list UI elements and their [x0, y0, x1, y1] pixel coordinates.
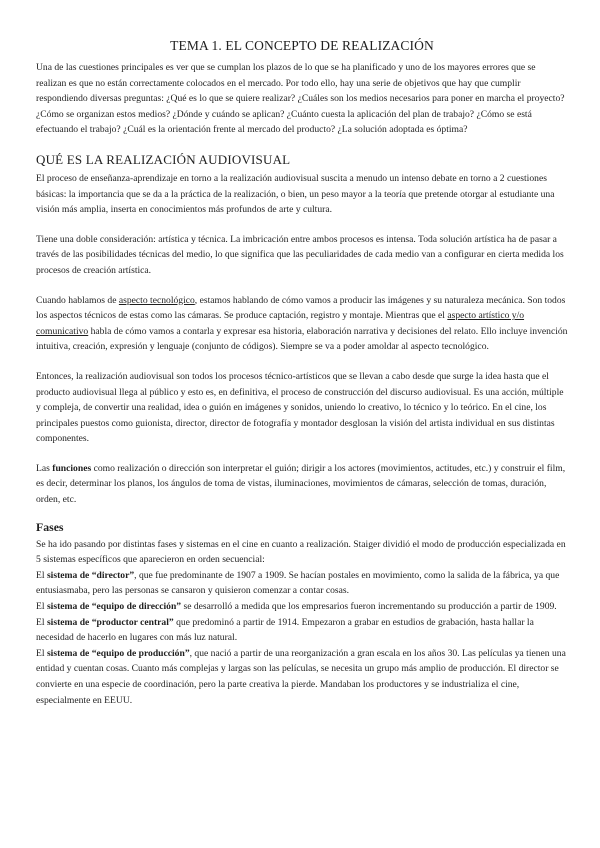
text-run: , que fue predominante de 1907 a 1909. Se hacían postales en movimiento, como la salida de la fábrica, ya que entusiasmaba, pero las personas se cansaron y quisieron comenzar a contar cosas.	[36, 569, 560, 597]
paragraph-doble-consideracion: Tiene una doble consideración: artística y técnica. La imbricación entre ambos procesos es intensa. Toda solución artística ha de pasar a través de las posibilidades técnicas del medio, lo que significa que las peculiaridades de cada medio van a configurar en cierta medida los procesos de creación artística.	[36, 233, 564, 276]
text-run: El	[36, 601, 47, 613]
paragraph-debate: El proceso de enseñanza-aprendizaje en torno a la realización audiovisual suscita a menudo un intenso debate en torno a 2 cuestiones básicas: la importancia que se da a la práctica de la realización, o bien, un peso mayor a la teoría que pretende otorgar al estudiante una visión más amplia, inserta en conocimientos más profundos de arte y cultura.	[36, 172, 555, 216]
paragraph-definicion: Entonces, la realización audiovisual son todos los procesos técnico-artísticos que se llevan a cabo desde que surge la idea hasta que el producto audiovisual llega al público y esto es, en definitiva, el proceso de construcción del discurso audiovisual. Es una acción, múltiple y compleja, de convertir una realidad, idea o guión en imágenes y sonidos, uniendo lo creativo, lo técnico y lo teórico. En el cine, los principales puestos como guionista, director, director de fotografía y montador desglosan la visión del artista individual en sus distintas componentes.	[36, 370, 564, 445]
underlined-term-tecnologico: aspecto tecnológico	[118, 294, 195, 306]
bold-term-sistema: sistema de “productor central”	[46, 616, 174, 628]
text-run: que predominó a partir de 1914. Empezaron a grabar en estudios de grabación, hasta hallar la necesidad de hacerlo en lugares con más luz natural.	[36, 616, 534, 644]
text-run: habla de cómo vamos a contarla y expresar esa historia, elaboración narrativa y decisiones del relato. Ello incluye invención intuitiva, creación, expresión y lenguaje (conjunto de códigos). Siempre se va a poder amoldar al aspecto tecnológico.	[36, 325, 568, 353]
text-run: El	[36, 616, 47, 628]
text-run: Cuando hablamos de	[36, 294, 119, 306]
fase-item	[36, 568, 568, 599]
text-run: , que nació a partir de una reorganización a gran escala en los años 30. Las películas ya tienen una entidad y cuentan cosas. Cuanto más complejas y largas son las películas, se necesita un grupo más amplio de producción. El director se convierte en una especie de coordinación, pero la parte creativa la pierde. Mandaban los productores y se industrializa el cine, especialmente en EEUU.	[36, 647, 566, 706]
paragraph-funciones	[36, 461, 568, 508]
text-run: Las	[36, 462, 53, 474]
fase-item	[36, 646, 568, 708]
paragraph-fases-intro: Se ha ido pasando por distintas fases y sistemas en el cine en cuanto a realización. Staiger dividió el modo de producción especializada en 5 sistemas específicos que aparecieron en orden secuencial:	[36, 538, 566, 566]
text-run: El	[36, 569, 47, 581]
bold-term-sistema: sistema de “equipo de dirección”	[46, 601, 182, 613]
bold-term-sistema: sistema de “equipo de producción”	[46, 647, 190, 659]
paragraph-aspectos	[36, 293, 568, 355]
text-run: , estamos hablando de cómo vamos a producir las imágenes y su naturaleza mecánica. Son todos los aspectos técnicos de estas como las cámaras. Se produce captación, registro y montaje. Mientras que el	[36, 294, 566, 322]
intro-paragraph: Una de las cuestiones principales es ver que se cumplan los plazos de lo que se ha planificado y uno de los mayores errores que se realizan es que no están correctamente colocados en el mercado. Por todo ello, hay una serie de objetivos que hay que cumplir respondiendo diversas preguntas: ¿Qué es lo que se quiere realizar? ¿Cuáles son los medios necesarios para poner en marcha el proyecto? ¿Cómo se organizan estos medios? ¿Dónde y cuándo se aplican? ¿Cuánto cuesta la aplicación del plan de trabajo? ¿Cómo se está efectuando el trabajo? ¿Cuál es la orientación frente al mercado del producto? ¿La solución adoptada es óptima?	[36, 62, 565, 136]
bold-term-funciones: funciones	[52, 462, 92, 474]
bold-term-sistema: sistema de “director”	[46, 569, 135, 581]
fase-item	[36, 599, 568, 615]
fase-item	[36, 615, 568, 646]
document-title: TEMA 1. EL CONCEPTO DE REALIZACIÓN	[170, 38, 434, 53]
text-run: El	[36, 647, 47, 659]
underlined-term-artistico: aspecto artístico y/o comunicativo	[36, 310, 525, 337]
section-heading-realizacion: QUÉ ES LA REALIZACIÓN AUDIOVISUAL	[36, 151, 291, 167]
text-run: se desarrolló a medida que los empresarios fueron incrementando su producción a partir de 1909.	[181, 601, 557, 613]
section-heading-fases: Fases	[36, 519, 64, 534]
fases-content	[36, 537, 568, 709]
text-run: como realización o dirección son interpretar el guión; dirigir a los actores (movimientos, actitudes, etc.) y construir el film, es decir, determinar los planos, los ángulos de toma de vistas, iluminaciones, movimientos de cámaras, selección de tomas, duración, orden, etc.	[36, 462, 566, 506]
